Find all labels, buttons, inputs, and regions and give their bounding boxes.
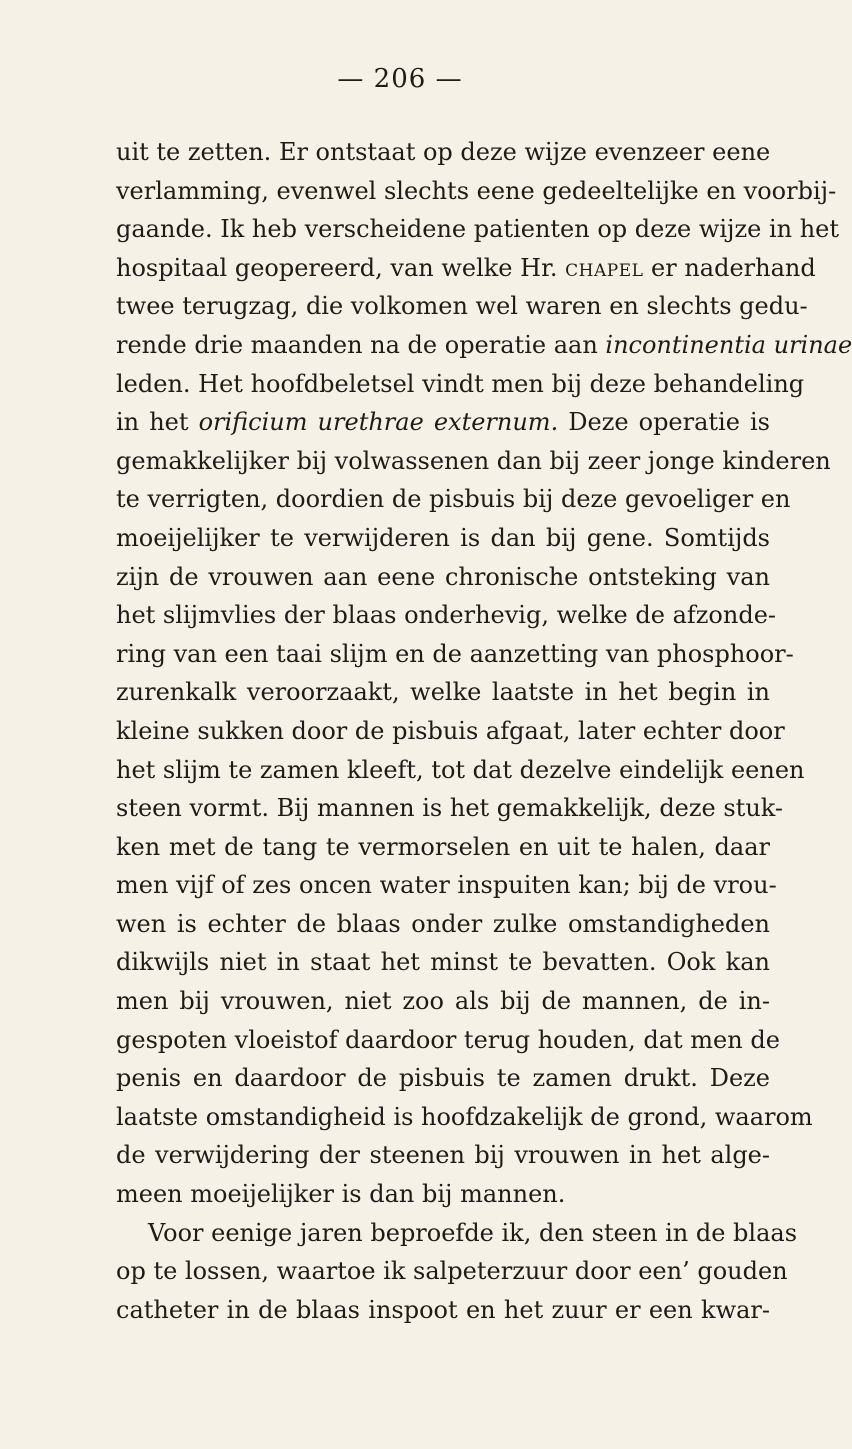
body-text bbox=[116, 133, 852, 1329]
text-segment: leden. Het hoofdbeletsel vindt men bij deze behandeling bbox=[116, 369, 805, 398]
text-segment: catheter in de blaas inspoot en het zuur er een kwar- bbox=[116, 1295, 770, 1324]
text-segment: het slijm te zamen kleeft, tot dat dezelve eindelijk eenen bbox=[116, 755, 805, 784]
text-line bbox=[116, 828, 770, 867]
text-segment: rende drie maanden na de operatie aan bbox=[116, 330, 606, 359]
text-segment: in het bbox=[116, 408, 199, 437]
text-line bbox=[116, 249, 816, 288]
text-line bbox=[116, 1021, 780, 1060]
text-segment: kleine sukken door de pisbuis afgaat, later echter door bbox=[116, 716, 785, 745]
text-line bbox=[116, 287, 808, 326]
text-segment: te verrigten, doordien de pisbuis bij deze gevoeliger en bbox=[116, 485, 791, 514]
italic-text: orificium urethrae externum. bbox=[198, 408, 559, 437]
text-line bbox=[116, 1291, 770, 1330]
text-line bbox=[116, 1098, 813, 1137]
text-line bbox=[116, 943, 770, 982]
text-segment: moeijelijker te verwijderen is dan bij gene. Somtijds bbox=[116, 523, 770, 552]
text-line bbox=[116, 326, 852, 365]
text-segment: uit te zetten. Er ontstaat op deze wijze evenzeer eene bbox=[116, 138, 771, 166]
text-line bbox=[116, 365, 805, 404]
text-line bbox=[116, 789, 784, 828]
text-line bbox=[116, 558, 770, 597]
text-line bbox=[116, 1059, 770, 1098]
text-segment: er naderhand bbox=[643, 253, 816, 282]
text-line bbox=[116, 133, 770, 172]
text-line bbox=[116, 1252, 788, 1291]
text-segment: Voor eenige jaren beproefde ik, den steen in de blaas bbox=[148, 1218, 798, 1247]
text-line bbox=[116, 519, 770, 558]
text-line bbox=[116, 712, 785, 751]
text-segment: gaande. Ik heb verscheidene patienten op deze wijze in het bbox=[116, 215, 840, 244]
text-line bbox=[116, 1175, 770, 1214]
text-segment: gespoten vloeistof daardoor terug houden, dat men de bbox=[116, 1025, 780, 1054]
text-segment: dikwijls niet in staat het minst te bevatten. Ook kan bbox=[116, 948, 770, 977]
text-line bbox=[116, 751, 805, 790]
text-line bbox=[116, 635, 794, 674]
text-segment: twee terugzag, die volkomen wel waren en slechts gedu- bbox=[116, 292, 808, 321]
text-segment: hospitaal geopereerd, van welke Hr. bbox=[116, 253, 566, 282]
text-segment: ring van een taai slijm en de aanzetting van phosphoor- bbox=[116, 639, 794, 668]
text-line bbox=[116, 210, 840, 249]
text-segment: op te lossen, waartoe ik salpeterzuur door een’ gouden bbox=[116, 1257, 788, 1286]
text-line bbox=[116, 172, 837, 211]
text-line bbox=[116, 480, 791, 519]
text-segment: gemakkelijker bij volwassenen dan bij zeer jonge kinderen bbox=[116, 446, 831, 475]
text-line bbox=[116, 673, 770, 712]
text-segment: verlamming, evenwel slechts eene gedeeltelijke en voorbij- bbox=[116, 176, 837, 205]
text-segment: men vijf of zes oncen water inspuiten kan; bij de vrou- bbox=[116, 871, 777, 900]
text-segment: wen is echter de blaas onder zulke omstandigheden bbox=[116, 909, 770, 938]
text-segment: steen vormt. Bij mannen is het gemakkelijk, deze stuk- bbox=[116, 794, 784, 823]
text-line bbox=[116, 596, 776, 635]
text-segment: het slijmvlies der blaas onderhevig, welke de afzonde- bbox=[116, 601, 776, 630]
text-line bbox=[116, 442, 831, 481]
page-number: — 206 — bbox=[337, 64, 463, 94]
smallcaps-name: chapel bbox=[565, 253, 644, 282]
text-line bbox=[116, 403, 770, 442]
text-segment: zurenkalk veroorzaakt, welke laatste in het begin in bbox=[116, 678, 770, 707]
text-segment: laatste omstandigheid is hoofdzakelijk de grond, waarom bbox=[116, 1102, 813, 1131]
text-line bbox=[116, 1214, 798, 1253]
italic-text: incontinentia urinae bbox=[605, 330, 852, 359]
text-segment: penis en daardoor de pisbuis te zamen drukt. Deze bbox=[116, 1064, 770, 1093]
text-segment: de verwijdering der steenen bij vrouwen in het alge- bbox=[116, 1141, 770, 1170]
text-segment: ken met de tang te vermorselen en uit te halen, daar bbox=[116, 832, 770, 861]
text-segment: Deze operatie is bbox=[558, 408, 770, 437]
text-line bbox=[116, 1136, 770, 1175]
text-line bbox=[116, 866, 777, 905]
text-line bbox=[116, 982, 770, 1021]
text-segment: men bij vrouwen, niet zoo als bij de mannen, de in- bbox=[116, 987, 770, 1016]
text-line bbox=[116, 905, 770, 944]
text-segment: meen moeijelijker is dan bij mannen. bbox=[116, 1180, 566, 1209]
text-segment: zijn de vrouwen aan eene chronische ontsteking van bbox=[116, 562, 770, 591]
